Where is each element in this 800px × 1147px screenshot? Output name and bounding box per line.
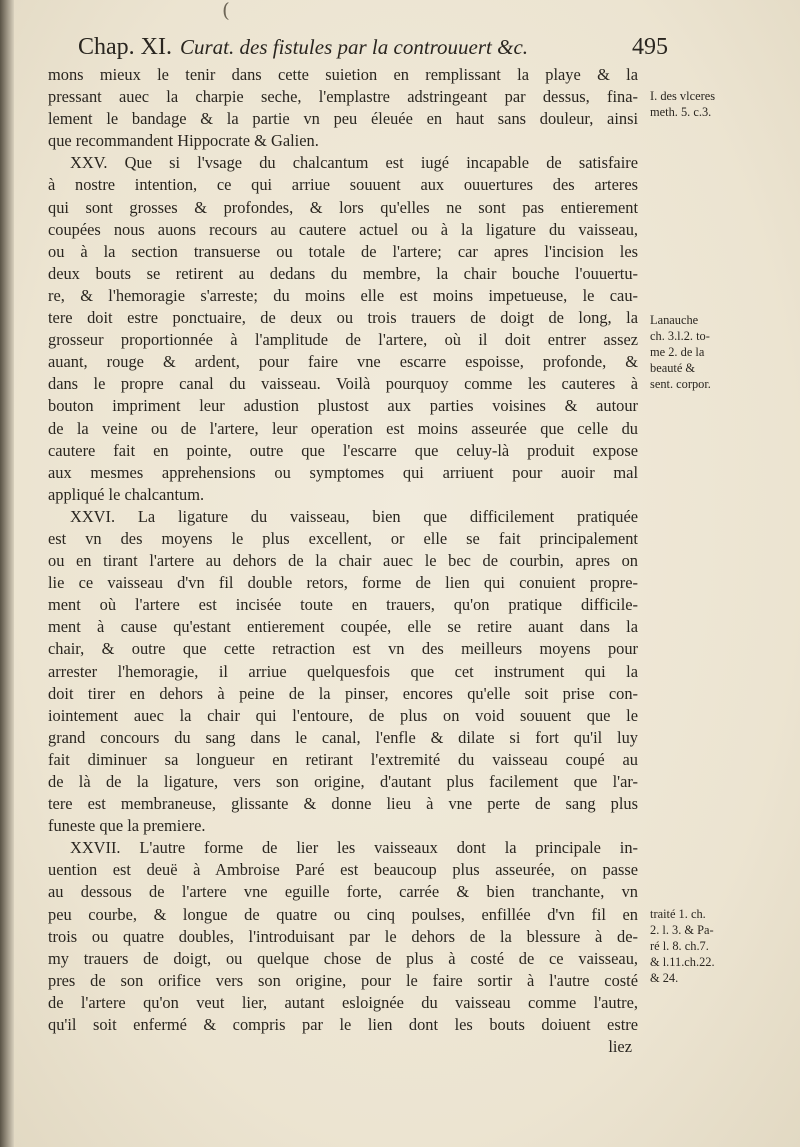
text-line: arrester l'hemoragie, il arriue quelquesfois que cet instrument qui la xyxy=(48,661,638,681)
text-line: funeste que la premiere. xyxy=(48,816,206,836)
text-line: uention est deuë à Ambroise Paré est beaucoup plus asseurée, on passe xyxy=(48,860,638,880)
margin-note-line: & l.11.ch.22. xyxy=(650,955,715,969)
text-line: pres de son orifice vers son origine, pour le faire sortir à l'autre costé xyxy=(48,970,638,990)
text-line: ou à la section transuerse ou totale de l'artere; car apres l'incision les xyxy=(48,241,638,261)
page-number: 495 xyxy=(632,34,668,60)
text-line: tere doit estre ponctuaire, de deux ou trois trauers de doigt de long, la xyxy=(48,308,638,328)
running-title: Curat. des fistules par la controuuert &c. xyxy=(179,35,529,59)
text-line: grosseur proportionnée à l'amplitude de l'artere, où il doit entrer assez xyxy=(48,330,638,350)
page-top-mark: ( xyxy=(222,0,230,22)
running-header xyxy=(78,34,668,61)
margin-note-line: me 2. de la xyxy=(650,345,705,359)
text-line: qui sont grosses & profondes, & lors qu'elles ne sont pas entierement xyxy=(48,197,638,217)
text-line: ou en tirant l'artere au dehors de la chair auec le bec de courbin, apres on xyxy=(48,551,638,571)
text-line: que recommandent Hippocrate & Galien. xyxy=(48,131,319,151)
text-line: chair, & outre que cette retraction est vn des meilleurs moyens pour xyxy=(48,639,638,659)
text-line: ment où l'artere est incisée toute en trauers, qu'on pratique difficile- xyxy=(48,595,638,615)
text-line: pressant auec la charpie seche, l'emplastre adstringeant par dessus, fina- xyxy=(48,87,638,107)
text-line: à nostre intention, ce qui arriue souuent aux ouuertures des arteres xyxy=(48,175,638,195)
text-line: fait diminuer sa longueur en retirant l'extremité du vaisseau coupé au xyxy=(48,749,638,769)
margin-note-line: ré l. 8. ch.7. xyxy=(650,939,709,953)
text-line: lement le bandage & la partie vn peu éleuée en haut sans douleur, ainsi xyxy=(48,109,638,129)
text-line: my trauers de doigt, ou quelque chose de plus à costé de ce vaisseau, xyxy=(48,948,638,968)
margin-note-line: 2. l. 3. & Pa- xyxy=(650,923,714,937)
text-line: aux mesmes apprehensions ou symptomes qui arriuent pour auoir mal xyxy=(48,462,638,482)
margin-note-line: meth. 5. c.3. xyxy=(650,105,712,119)
text-line: deux bouts se retirent au dedans du membre, la chair bouche l'ouuertu- xyxy=(48,263,638,283)
text-line: bouton impriment leur adustion plustost aux parties voisines & autour xyxy=(48,396,638,416)
margin-note-3 xyxy=(650,906,754,986)
text-line: appliqué le chalcantum. xyxy=(48,484,205,504)
book-gutter xyxy=(0,0,14,1147)
text-line: dans le propre canal du vaisseau. Voilà pourquoy comme les cauteres à xyxy=(48,374,638,394)
chapter-label: Chap. XI. xyxy=(78,34,172,60)
margin-note-line: I. des vlceres xyxy=(650,89,716,103)
margin-note-2 xyxy=(650,312,754,392)
text-line: grand concours du sang dans le canal, l'enfle & dilate si fort qu'il luy xyxy=(48,727,638,747)
margin-note-line: traité 1. ch. xyxy=(650,907,706,921)
body-text xyxy=(48,64,638,1058)
margin-note-1 xyxy=(650,88,754,120)
text-line: doit tirer en dehors à peine de la pinser, encores qu'elle soit prise con- xyxy=(48,683,638,703)
text-line: re, & l'hemoragie s'arreste; du moins elle est moins impetueuse, le cau- xyxy=(48,285,638,305)
text-line: XXV. Que si l'vsage du chalcantum est iugé incapable de satisfaire xyxy=(70,153,638,173)
text-line: cautere fait en pointe, outre que l'escarre que celuy-là produit expose xyxy=(48,440,638,460)
text-line: XXVI. La ligature du vaisseau, bien que difficilement pratiquée xyxy=(70,506,638,526)
book-page xyxy=(14,0,800,1147)
margin-note-line: beauté & xyxy=(650,361,696,375)
catchword: liez xyxy=(608,1037,632,1057)
margin-note-line: ch. 3.l.2. to- xyxy=(650,329,710,343)
text-line: XXVII. L'autre forme de lier les vaisseaux dont la principale in- xyxy=(70,838,638,858)
text-line: de l'artere qu'on veut lier, autant esloignée du vaisseau comme l'autre, xyxy=(48,992,638,1012)
margin-note-line: sent. corpor. xyxy=(650,377,711,391)
text-line: au dessous de l'artere vne eguille forte, carrée & bien tranchante, vn xyxy=(48,882,638,902)
text-line: peu courbe, & longue de quatre ou cinq poulses, enfillée d'vn fil en xyxy=(48,904,638,924)
text-line: tere est membraneuse, glissante & donne lieu à vne perte de sang plus xyxy=(48,794,638,814)
margin-note-line: & 24. xyxy=(650,971,679,985)
margin-note-line: Lanauche xyxy=(650,313,699,327)
text-line: trois ou quatre doubles, l'introduisant par le dehors de la blessure à de- xyxy=(48,926,638,946)
text-line: est vn des moyens le plus excellent, or elle se fait principalement xyxy=(48,528,638,548)
text-line: qu'il soit enfermé & compris par le lien dont les bouts doiuent estre xyxy=(48,1015,638,1035)
text-line: de là de la ligature, vers son origine, d'autant plus facilement que l'ar- xyxy=(48,772,638,791)
text-line: lie ce vaisseau d'vn fil double retors, forme de lien qui conuient propre- xyxy=(48,573,638,593)
text-line: coupées nous auons recours au cautere actuel ou à la ligature du vaisseau, xyxy=(48,219,638,239)
text-line: mons mieux le tenir dans cette suietion en remplissant la playe & la xyxy=(48,65,638,84)
text-line: auant, rouge & ardent, pour faire vne escarre espoisse, profonde, & xyxy=(48,352,638,372)
text-line: ment à cause qu'estant entierement coupée, elle se retire auant dans la xyxy=(48,617,638,637)
text-line: iointement auec la chair qui l'entoure, de plus on void souuent que le xyxy=(48,705,638,725)
text-line: de la veine ou de l'artere, leur operation est moins asseurée que celle du xyxy=(48,418,638,438)
